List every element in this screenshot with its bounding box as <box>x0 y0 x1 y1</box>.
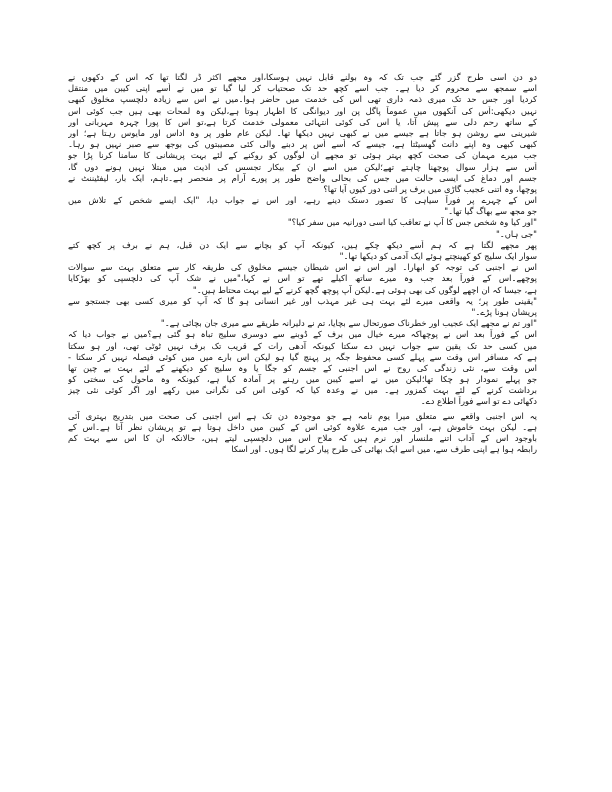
text-line: پوچھے۔اس کے فوراً بعد جب وہ میرے ساتھ اکیلے تھے تو اس نے کہا،"میں نے شک آپ کی دلچسپی کو بھڑکایا <box>68 273 537 284</box>
text-line: پریشان ہونا پڑے۔" <box>471 306 537 317</box>
text-line: جو مجھ سے بھاگ گیا تھا۔" <box>444 206 537 217</box>
text-line: شیرینی سے روشن ہو جاتا ہے جیسے میں نے کبھی نہیں دیکھا تھا۔ لیکن عام طور پر وہ اداس اور مایوس رہتا ہے؛ اور <box>68 127 537 138</box>
text-line: کبھی کبھی وہ اپنے دانت گھسیٹتا ہے، جیسے کہ اُسے اُس پر دبنے والی کئی مصیبتوں کی بوجھ سے صبر نہیں ہو رہا۔ <box>68 139 537 150</box>
text-line: "یقینی طور پر؛ یہ واقعی میرے لئے بہت ہی غیر مہذب اور غیر انسانی ہو گا کہ آپ کو میری کسی بھی جستجو سے <box>68 295 537 306</box>
text-line: اس کے فوراً بعد اس نے پوچھاکہ میرے خیال میں برف کے ڈوبنے سے دوسری سلیج تباہ ہو گئی ہے؟میں نے جواب دیا کہ <box>68 329 537 340</box>
text-line: "اور کیا وہ شخص جس کا آپ نے تعاقب کیا اسی دورانیہ میں سفر کیا؟" <box>287 217 537 228</box>
text-line: پھر مجھے لگتا ہے کہ ہم اُسے دیکھ چکے ہیں، کیونکہ آپ کو بچانے سے ایک دن قبل، ہم نے برف پر کچھ کتے <box>68 239 537 250</box>
text-line: پوچھا، وہ اتنی عجیب گاڑی میں برف پر اتنی دور کیوں آیا تھا؟ <box>323 183 537 194</box>
text-line: ہے کہ مسافر اس وقت سے پہلے کسی محفوظ جگہ پر پہنچ گیا ہو لیکن اس بارے میں میں کوئی فیصلہ نہیں کر سکتا - <box>68 351 537 362</box>
text-line: "اور تم نے مجھے ایک عجیب اور خطرناک صورتحال سے بچایا، تم نے دلیرانہ طریقے سے میری جان بچائی ہے۔" <box>160 318 537 329</box>
text-line: اسے سمجھ سے محروم کر دیا ہے۔ جب اسے کچھ حد تک صحتیاب کر لیا گیا تو میں نے اُسے اپنی کیبن میں منتقل <box>68 83 537 94</box>
text-line: جسم اور دماغ کی ایسی حالت میں جس کی بحالی واضح طور پر پورے آرام پر منحصر ہے۔تاہم، ایک بار، لیفٹیننٹ نے <box>68 172 537 183</box>
text-line: برداشت کرنے کے لئے بہت کمزور ہے۔ میں نے وعدہ کیا کہ کوئی اس کی نگرانی میں رکھے اور اگر کوئی نئی چیز <box>68 385 537 396</box>
text-line: اس کے چہرے پر فوراً سیاہی کا تصور دستک دینے رہے، اور اس نے جواب دیا، "ایک ایسے شخص کے تلاش میں <box>68 195 537 206</box>
text-line: یہ اس اجنبی واقعے سے متعلق میرا یومِ نامہ ہے جو موجودہ دن تک ہے اس اجنبی کی صحت میں بتدریج بہتری آئی <box>68 410 537 421</box>
text-line: جو پہلے نمودار ہو چکا تھا؛لیکن میں نے اسے کیبن میں رہنے پر آمادہ کیا ہے، کیونکہ وہ ماحول کی سختی کو <box>68 374 537 385</box>
text-line: میں کسی حد تک یقین سے جواب نہیں دے سکتا کیونکہ آدھی رات کے قریب تک برف نہیں ٹوٹی تھی، اور ہو سکتا <box>68 340 537 351</box>
text-line: ہے، جیسا کہ ان اچھے لوگوں کی بھی ہوئی ہے۔لیکن آپ پوچھ گچھ کرنے کے لیے بہت محتاط ہیں۔" <box>192 284 537 295</box>
text-line: اُس سے ہزار سوال پوچھنا چاہتے تھے؛لیکن میں اسے ان کے بیکار تجسس کی اذیت میں مبتلا نہیں ہونے دوں گا، <box>68 161 537 172</box>
text-line: ہے۔ لیکن بہت خاموش ہے، اور جب میرے علاوہ کوئی اس کے کیبن میں داخل ہوتا ہے تو پریشان نظر آتا ہے۔اس کے <box>68 421 537 432</box>
text-line: جب میرے مہمان کی صحت کچھ بہتر ہوئی تو مجھے ان لوگوں کو روکنے کے لئے بہت پریشانی کا سامنا کرنا پڑا جو <box>68 150 537 161</box>
text-line: کے ساتھ رحم دلی سے پیش آتا، یا اس کی کوئی انتہائی معمولی خدمت کرتا ہے،تو اس کا پورا چہرہ مہربانی اور <box>68 116 537 127</box>
text-line: "جی ہاں۔" <box>495 228 537 239</box>
text-line: دو دن اسی طرح گزر گئے جب تک کہ وہ بولنے قابل نہیں ہوسکا،اور مجھے اکثر ڈر لگتا تھا کہ اس کے دکھوں نے <box>68 72 537 82</box>
text-line: اس وقت سے، نئی زندگی کی روح نے اس اجنبی کے جسم کو جگا یا وہ سلیج کو دیکھنے کے لئے بہت بے چین تھا <box>68 362 537 373</box>
text-line: دکھائی دے تو اسے فوراً اطلاع دے۔ <box>420 396 537 407</box>
text-line: سوار ایک سلیج کو کھینچتے ہوئے ایک آدمی کو دیکھا تھا۔" <box>339 251 537 261</box>
text-line: کردیا اور جس حد تک میری ذمہ داری تھی اس کی خدمت میں حاضر ہوا۔میں نے اس سے زیادہ دلچسپ مخلوق کبھی <box>68 94 537 105</box>
text-line: باوجود اس کے آداب اتنے ملنسار اور نرم ہیں کہ ملاح اس میں دلچسپی لیتے ہیں، حالانکہ ان کا اس سے بہت کم <box>68 433 537 443</box>
text-line: نہیں دیکھی:اُس کی آنکھوں میں عموماً پاگل پن اور دیوانگی کا اظہار ہوتا ہے،لیکن وہ لمحات بھی ہیں جب کوئی اس <box>68 105 537 116</box>
text-line: رابطہ ہوا ہے اپنی طرف سے، میں اسے ایک بھائی کی طرح پیار کرنے لگا ہوں۔ اور اسکا <box>231 444 537 455</box>
text-line: اس نے اجنبی کی توجہ کو ابھارا۔ اور اس نے اس شیطان جیسے مخلوق کی طریقہ کار سے متعلق بہت سے سوالات <box>68 262 537 273</box>
